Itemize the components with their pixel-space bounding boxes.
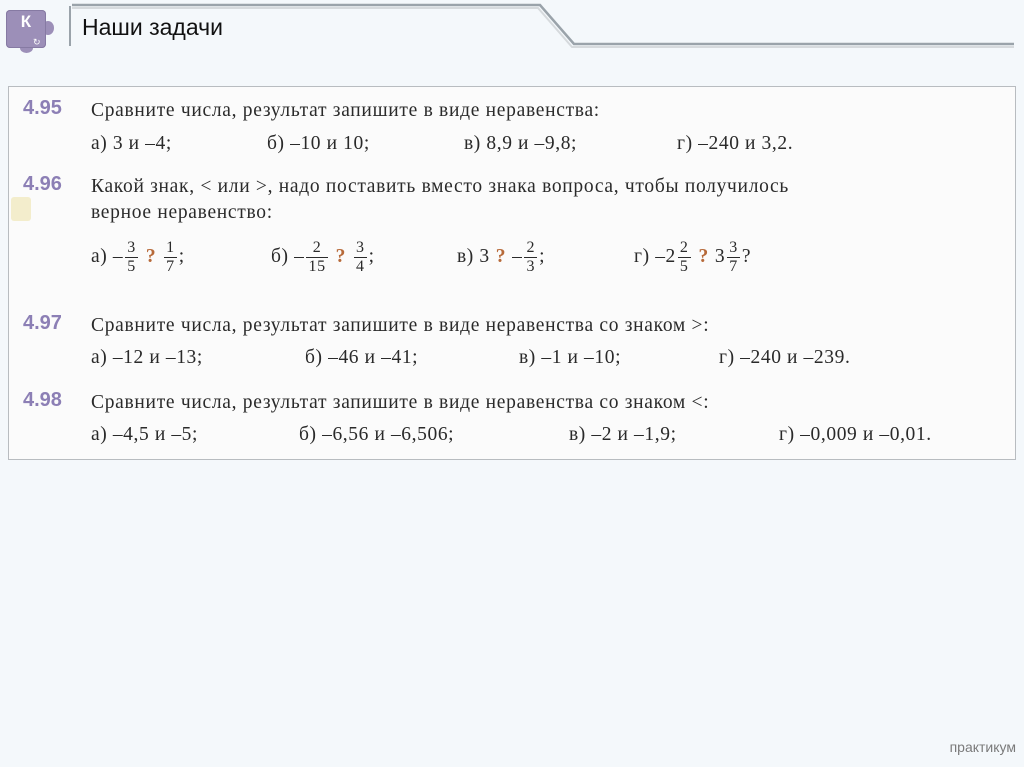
task-item: г) –240 и –239. — [719, 347, 851, 368]
task-item: г) –240 и 3,2. — [677, 133, 794, 154]
question-mark: ? — [495, 245, 507, 267]
badge-mini-icon: ↻ — [33, 37, 41, 47]
task-item: в) –1 и –10; — [519, 347, 622, 368]
task-prompt: Сравните числа, результат запишите в виде неравенства: — [91, 100, 600, 121]
task-number: 4.98 — [23, 389, 62, 411]
task-prompt-line-2: верное неравенство: — [91, 202, 273, 223]
task-item: б) –6,56 и –6,506; — [299, 424, 455, 445]
fraction-item-c: в) 3 ? – $\frac{2}{3}$ ; — [457, 239, 546, 275]
fraction-item-a: а) – $\frac{3}{5}$ ? $\frac{1}{7}$ ; — [91, 239, 185, 275]
task-item: б) –10 и 10; — [267, 133, 370, 154]
task-item: а) –12 и –13; — [91, 347, 203, 368]
task-number: 4.97 — [23, 312, 62, 334]
fraction-item-b: б) – $\frac{2}{15}$ ? $\frac{3}{4}$ ; — [271, 239, 375, 275]
question-mark: ? — [698, 245, 709, 267]
task-item: г) –0,009 и –0,01. — [779, 424, 932, 445]
task-item: в) 8,9 и –9,8; — [464, 133, 578, 154]
task-prompt-line-1: Какой знак, < или >, надо поставить вместо знака вопроса, чтобы получилось — [91, 176, 790, 197]
question-mark: ? — [145, 245, 157, 267]
task-item: а) –4,5 и –5; — [91, 424, 199, 445]
scan-smudge — [11, 197, 31, 221]
puzzle-icon — [6, 10, 50, 50]
task-item: в) –2 и –1,9; — [569, 424, 677, 445]
task-prompt: Сравните числа, результат запишите в виде неравенства со знаком >: — [91, 315, 710, 336]
badge-letter: К — [20, 12, 32, 31]
question-mark: ? — [335, 245, 347, 267]
fraction-item-d: г) –2 $\frac{2}{5}$ ? 3 $\frac{3}{7}$ ? — [634, 239, 752, 275]
task-item: а) 3 и –4; — [91, 133, 172, 154]
tasks-panel — [8, 86, 1016, 460]
footer-label: практикум — [949, 739, 1016, 755]
page-title: Наши задачи — [82, 14, 223, 40]
task-item: б) –46 и –41; — [305, 347, 419, 368]
task-number: 4.96 — [23, 173, 62, 195]
task-prompt: Сравните числа, результат запишите в виде неравенства со знаком <: — [91, 392, 710, 413]
task-number: 4.95 — [23, 97, 62, 119]
